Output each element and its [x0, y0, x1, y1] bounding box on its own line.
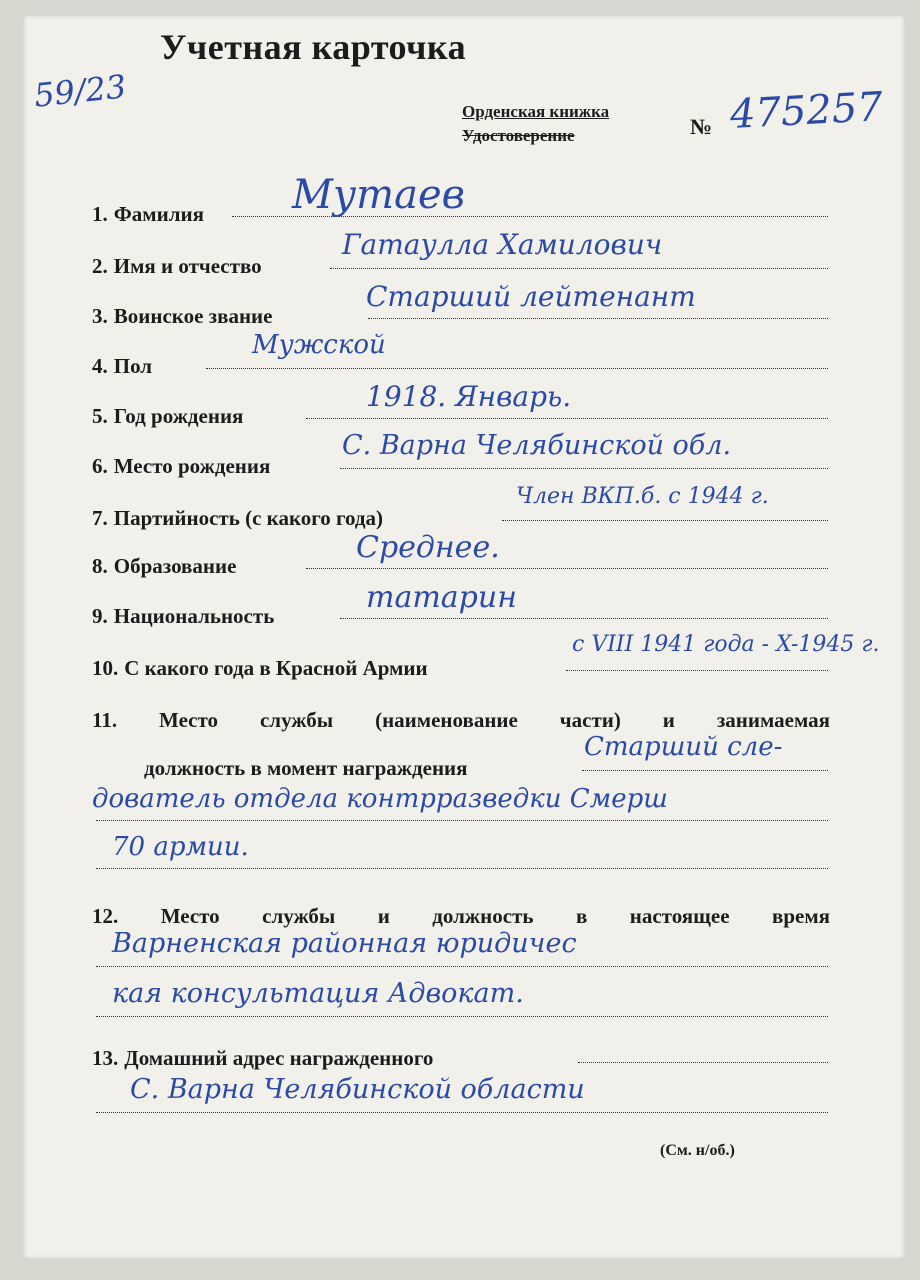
- field-5-label: 5. Год рождения: [92, 404, 244, 428]
- field-9-line: [340, 618, 828, 619]
- field-3-line: [368, 318, 828, 319]
- see-reverse-note: (См. н/об.): [660, 1142, 735, 1159]
- field-7-value: Член ВКП.б. с 1944 г.: [516, 484, 769, 509]
- field-10-label: 10. С какого года в Красной Армии: [92, 656, 428, 680]
- field-3-value: Старший лейтенант: [366, 280, 696, 313]
- field-12-line-2: [96, 1016, 828, 1017]
- card-title: Учетная карточка: [160, 27, 467, 67]
- field-8-value: Среднее.: [356, 530, 500, 565]
- number-sign: №: [690, 114, 713, 139]
- field-1-label: 1. Фамилия: [92, 202, 204, 226]
- field-5-value: 1918. Январь.: [366, 380, 572, 413]
- field-11-line-2: [96, 820, 828, 821]
- field-9-label: 9. Национальность: [92, 604, 275, 628]
- field-4-value: Мужской: [252, 330, 386, 360]
- field-12-line-1: [96, 966, 828, 967]
- certificate-label-struck: Удостоверение: [462, 126, 575, 145]
- field-10-line: [566, 670, 828, 671]
- field-11-value: Старший сле-: [584, 732, 783, 762]
- field-13-line-1: [578, 1062, 828, 1063]
- field-8-label: 8. Образование: [92, 554, 237, 578]
- field-9-value: татарин: [366, 580, 517, 615]
- field-13-label: 13. Домашний адрес награжденного: [92, 1046, 434, 1070]
- field-6-label: 6. Место рождения: [92, 454, 271, 478]
- field-11-label-line2: должность в момент награждения: [144, 756, 468, 780]
- field-6-line: [340, 468, 828, 469]
- faded-print: [560, 18, 680, 36]
- field-7-line: [502, 520, 828, 521]
- field-1-value: Мутаев: [292, 172, 465, 218]
- field-12-value-2: кая консультация Адвокат.: [112, 978, 524, 1009]
- field-11-value-2: дователь отдела контрразведки Смерш: [92, 784, 668, 814]
- field-12-value: Варненская районная юридичес: [112, 928, 577, 959]
- booklet-label: Орденская книжка: [462, 102, 610, 121]
- field-2-label: 2. Имя и отчество: [92, 254, 262, 278]
- field-2-line: [330, 268, 828, 269]
- field-11-label: 11. Место службы (наименование части) и занимаемая: [92, 708, 830, 732]
- document-type-block: [462, 100, 609, 148]
- field-4-line: [206, 368, 828, 369]
- field-4-label: 4. Пол: [92, 354, 153, 378]
- field-5-line: [306, 418, 828, 419]
- field-11-line-1: [582, 770, 828, 771]
- field-11-line-3: [96, 868, 828, 869]
- field-8-line: [306, 568, 828, 569]
- corner-handwritten-mark: 59/23: [32, 67, 128, 115]
- field-3-label: 3. Воинское звание: [92, 304, 273, 328]
- field-2-value: Гатаулла Хамилович: [342, 228, 663, 261]
- field-10-value: с VIII 1941 года - X-1945 г.: [572, 632, 880, 657]
- field-7-label: 7. Партийность (с какого года): [92, 506, 384, 530]
- field-13-value: С. Варна Челябинской области: [130, 1074, 585, 1105]
- booklet-number: 475257: [728, 84, 884, 138]
- field-6-value: С. Варна Челябинской обл.: [342, 430, 732, 461]
- field-12-label: 12. Место службы и должность в настоящее время: [92, 904, 830, 928]
- field-13-line-2: [96, 1112, 828, 1113]
- field-11-value-3: 70 армии.: [112, 832, 249, 862]
